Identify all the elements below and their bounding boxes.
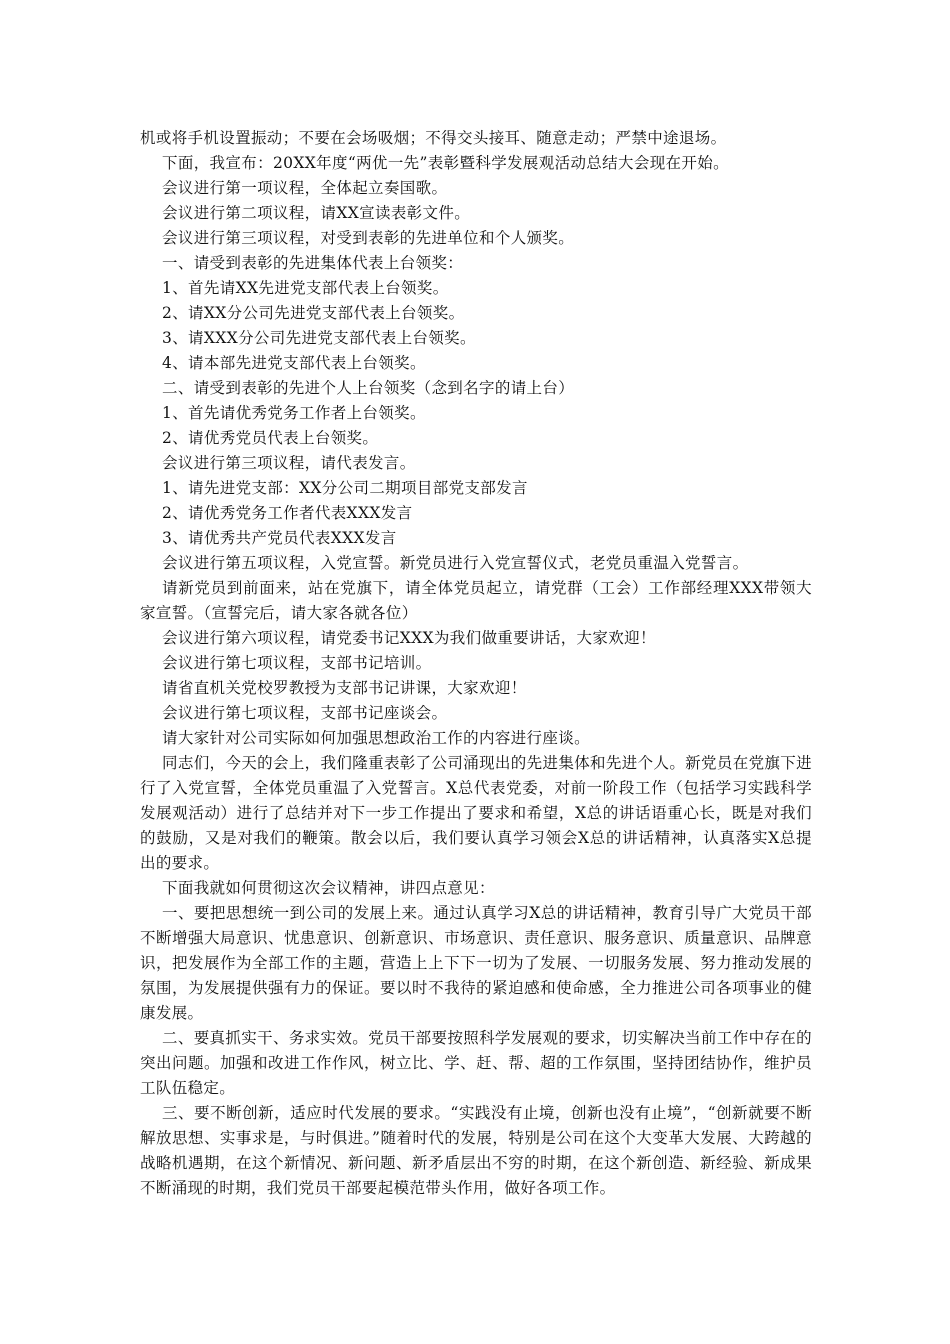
paragraph: 会议进行第二项议程，请XX宣读表彰文件。 [162, 204, 471, 222]
paragraph: 会议进行第三项议程，对受到表彰的先进单位和个人颁奖。 [162, 229, 575, 247]
paragraph: 下面我就如何贯彻这次会议精神，讲四点意见： [162, 879, 495, 897]
paragraph: 2、请XX分公司先进党支部代表上台领奖。 [162, 304, 465, 322]
paragraph: 3、请优秀共产党员代表XXX发言 [162, 529, 397, 547]
paragraph: 机或将手机设置振动；不要在会场吸烟；不得交头接耳、随意走动；严禁中途退场。 [140, 129, 727, 147]
paragraph: 请新党员到前面来，站在党旗下，请全体党员起立，请党群（工会）工作部经理XXX带领大家宣誓。（宣誓完后，请大家各就各位） [140, 579, 812, 622]
paragraph: 二、要真抓实干、务求实效。党员干部要按照科学发展观的要求，切实解决当前工作中存在的突出问题。加强和改进工作作风，树立比、学、赶、帮、超的工作氛围，坚持团结协作，维护员工队伍稳定。 [140, 1029, 812, 1097]
paragraph: 会议进行第一项议程，全体起立奏国歌。 [162, 179, 448, 197]
document-page [140, 126, 812, 1201]
paragraph: 同志们，今天的会上，我们隆重表彰了公司涌现出的先进集体和先进个人。新党员在党旗下进行了入党宣誓，全体党员重温了入党誓言。X总代表党委，对前一阶段工作（包括学习实践科学发展观活动）进行了总结并对下一步工作提出了要求和希望，X总的讲话语重心长，既是对我们的鼓励，又是对我们的鞭策。散会以后，我们要认真学习领会X总的讲话精神，认真落实X总提出的要求。 [140, 754, 812, 872]
paragraph: 2、请优秀党务工作者代表XXX发言 [162, 504, 413, 522]
paragraph: 下面，我宣布：20XX年度“两优一先”表彰暨科学发展观活动总结大会现在开始。 [162, 154, 729, 172]
paragraph: 3、请XXX分公司先进党支部代表上台领奖。 [162, 329, 476, 347]
paragraph: 会议进行第七项议程，支部书记座谈会。 [162, 704, 448, 722]
paragraph: 会议进行第六项议程，请党委书记XXX为我们做重要讲话，大家欢迎！ [162, 629, 656, 647]
paragraph: 会议进行第七项议程，支部书记培训。 [162, 654, 432, 672]
paragraph: 1、首先请优秀党务工作者上台领奖。 [162, 404, 426, 422]
paragraph: 一、请受到表彰的先进集体代表上台领奖： [162, 254, 464, 272]
paragraph: 会议进行第五项议程，入党宣誓。新党员进行入党宣誓仪式，老党员重温入党誓言。 [162, 554, 749, 572]
paragraph: 1、首先请XX先进党支部代表上台领奖。 [162, 279, 449, 297]
paragraph: 4、请本部先进党支部代表上台领奖。 [162, 354, 426, 372]
paragraph: 一、要把思想统一到公司的发展上来。通过认真学习X总的讲话精神，教育引导广大党员干部不断增强大局意识、忧患意识、创新意识、市场意识、责任意识、服务意识、质量意识、品牌意识，把发展作为全部工作的主题，营造上上下下一切为了发展、一切服务发展、努力推动发展的氛围，为发展提供强有力的保证。要以时不我待的紧迫感和使命感，全力推进公司各项事业的健康发展。 [140, 904, 812, 1022]
paragraph: 1、请先进党支部：XX分公司二期项目部党支部发言 [162, 479, 528, 497]
paragraph: 会议进行第三项议程，请代表发言。 [162, 454, 416, 472]
paragraph: 2、请优秀党员代表上台领奖。 [162, 429, 379, 447]
paragraph: 请省直机关党校罗教授为支部书记讲课，大家欢迎！ [162, 679, 527, 697]
paragraph: 二、请受到表彰的先进个人上台领奖（念到名字的请上台） [162, 379, 575, 397]
paragraph: 三、要不断创新，适应时代发展的要求。“实践没有止境，创新也没有止境”，“创新就要不断解放思想、实事求是，与时俱进。”随着时代的发展，特别是公司在这个大变革大发展、大跨越的战略机遇期，在这个新情况、新问题、新矛盾层出不穷的时期，在这个新创造、新经验、新成果不断涌现的时期，我们党员干部要起模范带头作用，做好各项工作。 [140, 1104, 812, 1197]
paragraph: 请大家针对公司实际如何加强思想政治工作的内容进行座谈。 [162, 729, 590, 747]
